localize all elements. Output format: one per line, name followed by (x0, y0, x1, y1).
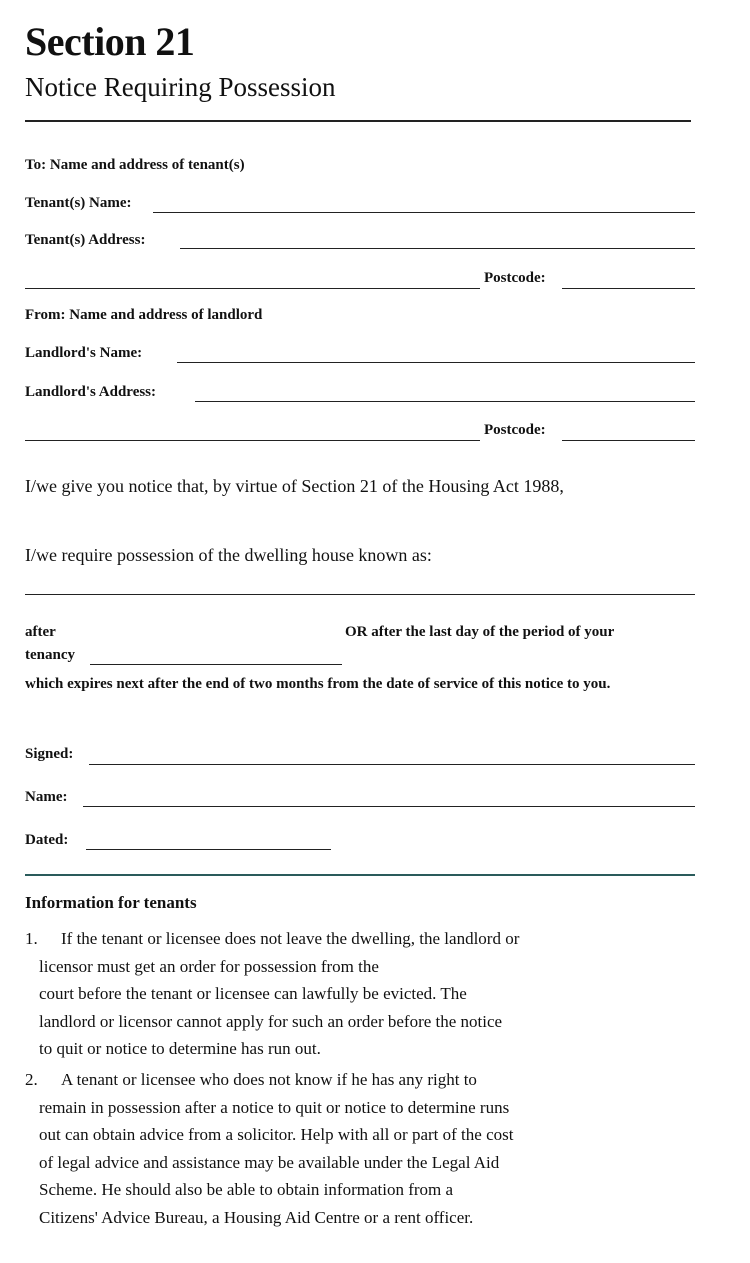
after-label: after (25, 624, 56, 640)
info-item-2-line-3: out can obtain advice from a solicitor. Help with all or part of the cost (39, 1125, 514, 1144)
info-item-2-line-1: 2. A tenant or licensee who does not know if he has any right to (25, 1070, 477, 1089)
landlord-postcode-label: Postcode: (484, 422, 546, 438)
landlord-address-field[interactable] (195, 401, 695, 402)
or-after-text: OR after the last day of the period of your (345, 624, 615, 640)
info-item-2-line-6: Citizens' Advice Bureau, a Housing Aid Centre or a rent officer. (39, 1207, 474, 1227)
landlord-postcode-field[interactable] (562, 440, 695, 441)
signed-label: Signed: (25, 746, 74, 762)
landlord-name-label: Landlord's Name: (25, 345, 143, 361)
info-item-2-line-5: Scheme. He should also be able to obtain information from a (39, 1180, 454, 1199)
header-divider (25, 120, 691, 122)
info-item-1-line-2: licensor must get an order for possession from the (39, 956, 379, 976)
info-item-2 (25, 1066, 715, 1231)
document-subtitle: Notice Requiring Possession (25, 72, 336, 102)
landlord-address-line-2[interactable] (25, 440, 480, 441)
expiry-text: which expires next after the end of two months from the date of service of this notice to you. (25, 676, 611, 692)
tenant-postcode-field[interactable] (562, 288, 695, 289)
info-item-1 (25, 925, 715, 1063)
info-heading: Information for tenants (25, 893, 197, 912)
notice-paragraph-2: I/we require possession of the dwelling house known as: (25, 545, 432, 565)
landlord-heading: From: Name and address of landlord (25, 307, 263, 323)
signer-name-field[interactable] (83, 806, 695, 807)
dwelling-address-field[interactable] (25, 594, 695, 595)
tenant-name-field[interactable] (153, 212, 695, 213)
date-field[interactable] (86, 849, 331, 850)
signer-name-label: Name: (25, 789, 68, 805)
tenancy-label: tenancy (25, 647, 75, 663)
info-item-1-line-3: court before the tenant or licensee can lawfully be evicted. The (39, 984, 467, 1003)
info-item-1-line-4: landlord or licensor cannot apply for such an order before the notice (39, 1011, 503, 1031)
tenant-address-label: Tenant(s) Address: (25, 232, 146, 248)
info-item-2-line-4: of legal advice and assistance may be available under the Legal Aid (39, 1152, 500, 1172)
landlord-name-field[interactable] (177, 362, 695, 363)
tenant-heading: To: Name and address of tenant(s) (25, 157, 245, 173)
notice-paragraph-1: I/we give you notice that, by virtue of Section 21 of the Housing Act 1988, (25, 476, 564, 496)
dated-label: Dated: (25, 832, 69, 848)
tenant-address-field[interactable] (180, 248, 695, 249)
document-title: Section 21 (25, 19, 195, 64)
info-divider (25, 874, 695, 876)
info-item-2-line-2: remain in possession after a notice to quit or notice to determine runs (39, 1097, 510, 1117)
info-item-1-line-1: 1. If the tenant or licensee does not leave the dwelling, the landlord or (25, 929, 520, 948)
landlord-address-label: Landlord's Address: (25, 384, 157, 400)
tenant-name-label: Tenant(s) Name: (25, 195, 132, 211)
info-item-1-line-5: to quit or notice to determine has run out. (39, 1039, 321, 1058)
tenant-postcode-label: Postcode: (484, 270, 546, 286)
tenant-address-line-2[interactable] (25, 288, 480, 289)
signature-field[interactable] (89, 764, 695, 765)
after-date-field[interactable] (90, 664, 342, 665)
